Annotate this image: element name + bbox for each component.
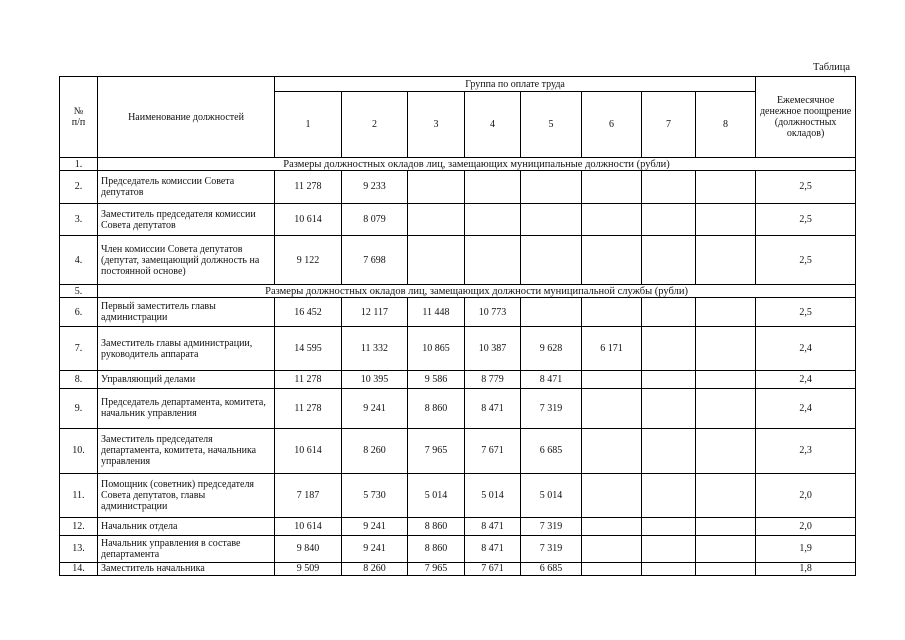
- row-number: 2.: [60, 171, 98, 204]
- section-title: Размеры должностных окладов лиц, замещающих должности муниципальной службы (рубли): [98, 285, 856, 298]
- salary-cell-group-5: 7 319: [521, 518, 582, 535]
- salary-cell-group-7: [642, 203, 696, 236]
- bonus-cell: 2,5: [756, 203, 856, 236]
- section-row: [60, 285, 856, 298]
- salary-cell-group-4: [465, 203, 521, 236]
- header-group: Группа по оплате труда: [275, 77, 756, 92]
- header-group-1: 1: [275, 92, 342, 158]
- header-num: № п/п: [60, 77, 98, 158]
- bonus-cell: 2,5: [756, 236, 856, 285]
- salary-cell-group-1: 7 187: [275, 473, 342, 518]
- salary-cell-group-4: 10 773: [465, 298, 521, 326]
- bonus-cell: 2,0: [756, 473, 856, 518]
- table-row: [60, 371, 856, 388]
- salary-cell-group-4: 7 671: [465, 562, 521, 575]
- salary-cell-group-6: 6 171: [582, 326, 642, 371]
- salary-cell-group-2: 8 079: [342, 203, 408, 236]
- salary-cell-group-7: [642, 298, 696, 326]
- salary-cell-group-2: 7 698: [342, 236, 408, 285]
- salary-cell-group-1: 14 595: [275, 326, 342, 371]
- salary-cell-group-7: [642, 473, 696, 518]
- position-name: Заместитель начальника: [98, 562, 275, 575]
- salary-cell-group-7: [642, 371, 696, 388]
- salary-cell-group-8: [696, 473, 756, 518]
- salary-cell-group-1: 11 278: [275, 388, 342, 428]
- salary-cell-group-2: 9 233: [342, 171, 408, 204]
- salary-cell-group-1: 9 122: [275, 236, 342, 285]
- salary-cell-group-3: [408, 171, 465, 204]
- salary-cell-group-2: 5 730: [342, 473, 408, 518]
- row-number: 13.: [60, 535, 98, 562]
- row-number: 9.: [60, 388, 98, 428]
- header-bonus: Ежемесячное денежное поощрение (должностных окладов): [756, 77, 856, 158]
- row-number: 7.: [60, 326, 98, 371]
- header-group-5: 5: [521, 92, 582, 158]
- salary-cell-group-5: [521, 203, 582, 236]
- salary-cell-group-1: 9 840: [275, 535, 342, 562]
- salary-cell-group-3: 8 860: [408, 518, 465, 535]
- salary-cell-group-5: [521, 236, 582, 285]
- salary-cell-group-5: 8 471: [521, 371, 582, 388]
- salary-cell-group-2: 11 332: [342, 326, 408, 371]
- salary-cell-group-1: 11 278: [275, 371, 342, 388]
- salary-cell-group-2: 9 241: [342, 518, 408, 535]
- header-group-3: 3: [408, 92, 465, 158]
- salary-cell-group-7: [642, 326, 696, 371]
- row-number: 8.: [60, 371, 98, 388]
- salary-cell-group-7: [642, 388, 696, 428]
- salary-cell-group-3: 7 965: [408, 429, 465, 474]
- row-number: 12.: [60, 518, 98, 535]
- salary-cell-group-5: [521, 171, 582, 204]
- salary-cell-group-6: [582, 518, 642, 535]
- salary-cell-group-8: [696, 429, 756, 474]
- row-number: 10.: [60, 429, 98, 474]
- salary-cell-group-6: [582, 429, 642, 474]
- position-name: Помощник (советник) председателя Совета депутатов, главы администрации: [98, 473, 275, 518]
- salary-cell-group-4: 10 387: [465, 326, 521, 371]
- table-row: [60, 562, 856, 575]
- salary-cell-group-7: [642, 518, 696, 535]
- salary-cell-group-8: [696, 562, 756, 575]
- salary-cell-group-5: 6 685: [521, 562, 582, 575]
- salary-cell-group-2: 10 395: [342, 371, 408, 388]
- position-name: Начальник отдела: [98, 518, 275, 535]
- salary-cell-group-1: 10 614: [275, 518, 342, 535]
- row-number: 5.: [60, 285, 98, 298]
- salary-cell-group-3: [408, 203, 465, 236]
- position-name: Первый заместитель главы администрации: [98, 298, 275, 326]
- bonus-cell: 2,0: [756, 518, 856, 535]
- salary-cell-group-2: 8 260: [342, 429, 408, 474]
- header-name: Наименование должностей: [98, 77, 275, 158]
- salary-cell-group-5: [521, 298, 582, 326]
- table-row: [60, 236, 856, 285]
- salary-cell-group-4: 8 471: [465, 535, 521, 562]
- salary-cell-group-8: [696, 203, 756, 236]
- salary-cell-group-6: [582, 203, 642, 236]
- salary-cell-group-5: 7 319: [521, 388, 582, 428]
- salary-table: [59, 76, 856, 576]
- table-row: [60, 473, 856, 518]
- section-row: [60, 158, 856, 171]
- salary-cell-group-4: 8 471: [465, 518, 521, 535]
- position-name: Заместитель председателя департамента, комитета, начальника управления: [98, 429, 275, 474]
- salary-cell-group-1: 11 278: [275, 171, 342, 204]
- salary-cell-group-6: [582, 562, 642, 575]
- salary-cell-group-3: 5 014: [408, 473, 465, 518]
- row-number: 6.: [60, 298, 98, 326]
- salary-cell-group-4: [465, 171, 521, 204]
- table-row: [60, 429, 856, 474]
- salary-cell-group-7: [642, 171, 696, 204]
- table-row: [60, 518, 856, 535]
- salary-cell-group-2: 8 260: [342, 562, 408, 575]
- salary-cell-group-4: 8 779: [465, 371, 521, 388]
- salary-cell-group-8: [696, 171, 756, 204]
- salary-cell-group-7: [642, 236, 696, 285]
- bonus-cell: 2,4: [756, 371, 856, 388]
- position-name: Заместитель председателя комиссии Совета депутатов: [98, 203, 275, 236]
- salary-cell-group-2: 12 117: [342, 298, 408, 326]
- table-row: [60, 298, 856, 326]
- position-name: Председатель департамента, комитета, начальник управления: [98, 388, 275, 428]
- salary-cell-group-1: 10 614: [275, 429, 342, 474]
- section-title: Размеры должностных окладов лиц, замещающих муниципальные должности (рубли): [98, 158, 856, 171]
- salary-cell-group-6: [582, 298, 642, 326]
- salary-cell-group-5: 5 014: [521, 473, 582, 518]
- salary-cell-group-1: 10 614: [275, 203, 342, 236]
- table-row: [60, 203, 856, 236]
- salary-cell-group-7: [642, 535, 696, 562]
- position-name: Член комиссии Совета депутатов (депутат, замещающий должность на постоянной основе): [98, 236, 275, 285]
- table-row: [60, 535, 856, 562]
- salary-cell-group-8: [696, 236, 756, 285]
- bonus-cell: 2,4: [756, 326, 856, 371]
- salary-cell-group-3: 10 865: [408, 326, 465, 371]
- table-row: [60, 388, 856, 428]
- bonus-cell: 2,5: [756, 171, 856, 204]
- salary-cell-group-1: 16 452: [275, 298, 342, 326]
- table-row: [60, 171, 856, 204]
- salary-cell-group-5: 9 628: [521, 326, 582, 371]
- row-number: 11.: [60, 473, 98, 518]
- bonus-cell: 2,3: [756, 429, 856, 474]
- salary-cell-group-3: 8 860: [408, 388, 465, 428]
- salary-cell-group-3: 9 586: [408, 371, 465, 388]
- row-number: 4.: [60, 236, 98, 285]
- salary-cell-group-3: [408, 236, 465, 285]
- salary-cell-group-7: [642, 429, 696, 474]
- salary-cell-group-1: 9 509: [275, 562, 342, 575]
- header-group-6: 6: [582, 92, 642, 158]
- salary-cell-group-8: [696, 535, 756, 562]
- salary-cell-group-3: 11 448: [408, 298, 465, 326]
- bonus-cell: 2,5: [756, 298, 856, 326]
- bonus-cell: 1,8: [756, 562, 856, 575]
- salary-cell-group-3: 8 860: [408, 535, 465, 562]
- row-number: 1.: [60, 158, 98, 171]
- salary-cell-group-4: 5 014: [465, 473, 521, 518]
- salary-cell-group-2: 9 241: [342, 388, 408, 428]
- row-number: 3.: [60, 203, 98, 236]
- table-row: [60, 326, 856, 371]
- salary-cell-group-6: [582, 236, 642, 285]
- salary-cell-group-8: [696, 388, 756, 428]
- header-group-7: 7: [642, 92, 696, 158]
- salary-cell-group-4: 7 671: [465, 429, 521, 474]
- salary-cell-group-8: [696, 326, 756, 371]
- salary-cell-group-7: [642, 562, 696, 575]
- salary-cell-group-5: 7 319: [521, 535, 582, 562]
- salary-cell-group-5: 6 685: [521, 429, 582, 474]
- header-group-8: 8: [696, 92, 756, 158]
- position-name: Председатель комиссии Совета депутатов: [98, 171, 275, 204]
- table-caption: Таблица: [812, 62, 850, 73]
- salary-cell-group-8: [696, 298, 756, 326]
- bonus-cell: 1,9: [756, 535, 856, 562]
- header-group-2: 2: [342, 92, 408, 158]
- salary-cell-group-2: 9 241: [342, 535, 408, 562]
- salary-cell-group-6: [582, 388, 642, 428]
- salary-cell-group-6: [582, 171, 642, 204]
- position-name: Начальник управления в составе департамента: [98, 535, 275, 562]
- salary-cell-group-6: [582, 473, 642, 518]
- salary-cell-group-6: [582, 535, 642, 562]
- bonus-cell: 2,4: [756, 388, 856, 428]
- position-name: Заместитель главы администрации, руководитель аппарата: [98, 326, 275, 371]
- position-name: Управляющий делами: [98, 371, 275, 388]
- salary-cell-group-4: 8 471: [465, 388, 521, 428]
- salary-cell-group-3: 7 965: [408, 562, 465, 575]
- salary-cell-group-8: [696, 518, 756, 535]
- salary-cell-group-4: [465, 236, 521, 285]
- header-group-4: 4: [465, 92, 521, 158]
- row-number: 14.: [60, 562, 98, 575]
- salary-cell-group-6: [582, 371, 642, 388]
- salary-cell-group-8: [696, 371, 756, 388]
